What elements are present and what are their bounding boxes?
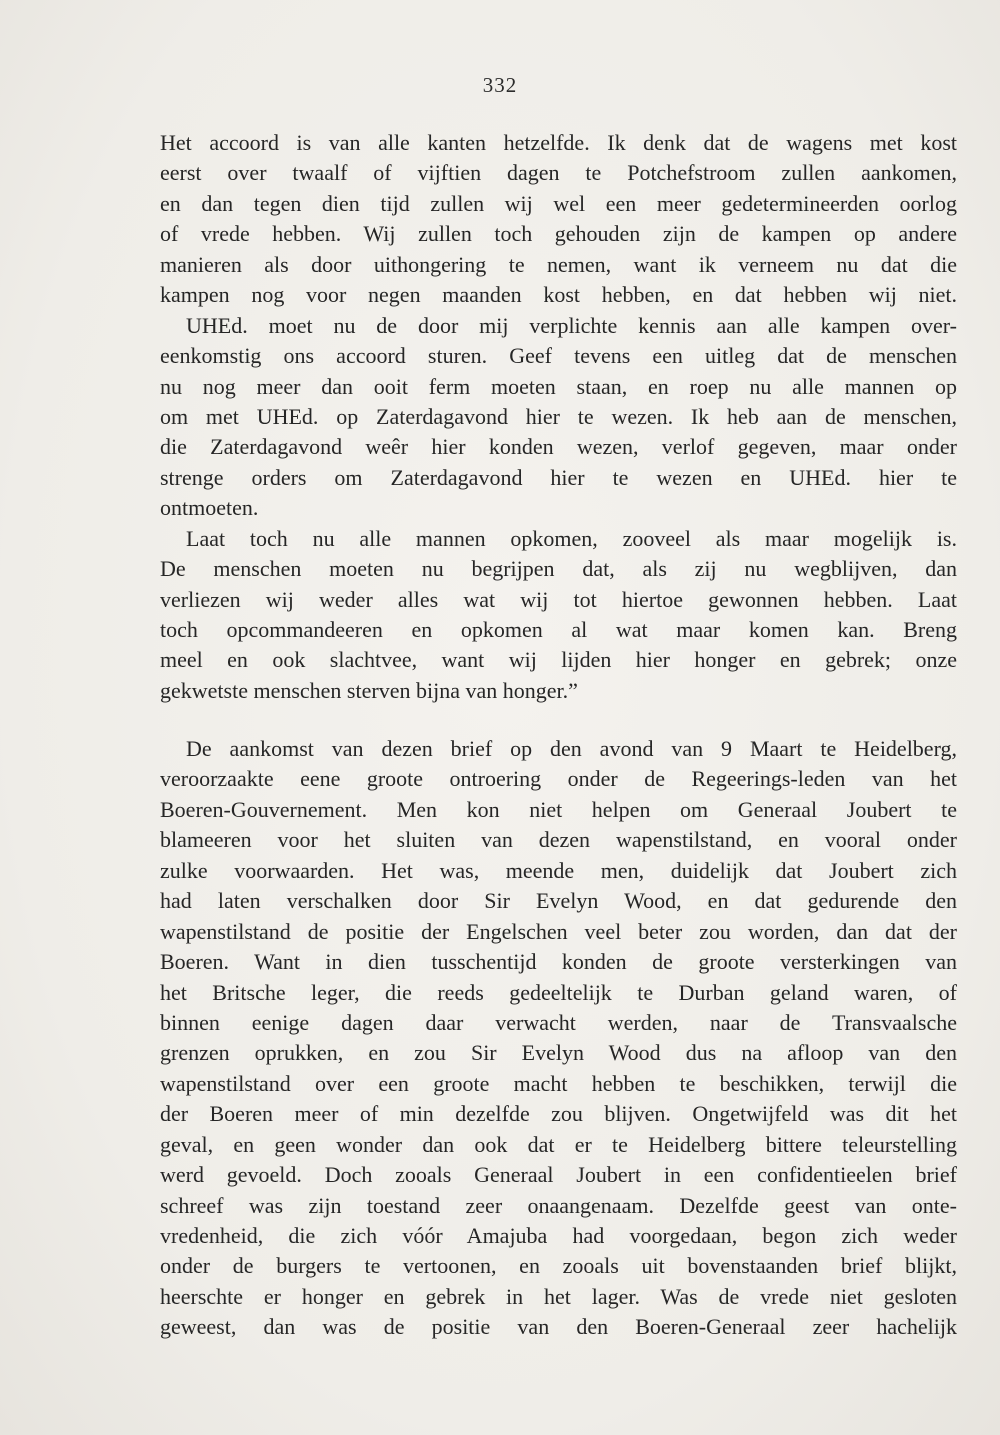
text-line: ontmoeten. [160,495,259,521]
text-line: zulke voorwaarden. Het was, meende men, duidelijk dat Joubert zich [160,857,957,883]
text-line: eenkomstig ons accoord sturen. Geef tevens een uitleg dat de menschen [160,343,957,369]
text-line: verliezen wij weder alles wat wij tot hiertoe gewonnen hebben. Laat [160,586,957,612]
text-line: wapenstilstand de positie der Engelschen veel beter zou worden, dan dat der [160,918,957,944]
text-line: Het accoord is van alle kanten hetzelfde. Ik denk dat de wagens met kost [160,130,957,155]
text-line: had laten verschalken door Sir Evelyn Wood, en dat gedurende den [160,888,957,914]
text-line: wapenstilstand over een groote macht hebben te beschikken, terwijl die [160,1070,957,1096]
text-line: heerschte er honger en gebrek in het lager. Was de vrede niet gesloten [160,1283,957,1309]
text-line: Boeren. Want in dien tusschentijd konden de groote versterkingen van [160,949,957,975]
text-line: veroorzaakte eene groote ontroering onder de Regeerings-leden van het [160,766,957,792]
text-line: strenge orders om Zaterdagavond hier te wezen en UHEd. hier te [160,464,957,490]
text-line: of vrede hebben. Wij zullen toch gehouden zijn de kampen op andere [160,221,957,247]
text-line: meel en ook slachtvee, want wij lijden hier honger en gebrek; onze [160,647,957,673]
text-line: De aankomst van dezen brief op den avond van 9 Maart te Heidelberg, [186,736,957,761]
text-line: kampen nog voor negen maanden kost hebben, en dat hebben wij niet. [160,282,957,308]
text-line: het Britsche leger, die reeds gedeeltelijk te Durban geland waren, of [160,979,957,1005]
text-line: Laat toch nu alle mannen opkomen, zooveel als maar mogelijk is. [186,525,957,551]
text-line: geweest, dan was de positie van den Boeren-Generaal zeer hachelijk [160,1314,957,1340]
text-line: nu nog meer dan ooit ferm moeten staan, en roep nu alle mannen op [160,373,957,399]
text-line: grenzen oprukken, en zou Sir Evelyn Wood dus na afloop van den [160,1040,957,1066]
text-line: eerst over twaalf of vijftien dagen te Potchefstroom zullen aankomen, [160,160,957,186]
text-line: onder de burgers te vertoonen, en zooals uit bovenstaanden brief blijkt, [160,1253,957,1279]
text-line: om met UHEd. op Zaterdagavond hier te wezen. Ik heb aan de menschen, [160,403,957,429]
text-line: vredenheid, die zich vóór Amajuba had voorgedaan, begon zich weder [160,1223,957,1248]
letter-paragraph [160,128,957,706]
text-line: die Zaterdagavond weêr hier konden wezen, verlof gegeven, maar onder [160,434,957,460]
text-line: De menschen moeten nu begrijpen dat, als zij nu wegblijven, dan [160,556,957,582]
text-line: en dan tegen dien tijd zullen wij wel een meer gedetermineerden oorlog [160,190,957,216]
text-line: binnen eenige dagen daar verwacht werden, naar de Transvaalsche [160,1009,957,1035]
text-line: toch opcommandeeren en opkomen al wat maar komen kan. Breng [160,617,957,642]
text-line: geval, en geen wonder dan ook dat er te Heidelberg bittere teleurstelling [160,1131,957,1157]
text-line: schreef was zijn toestand zeer onaangenaam. Dezelfde geest van onte- [160,1192,957,1218]
text-line: Boeren-Gouvernement. Men kon niet helpen om Generaal Joubert te [160,796,957,822]
text-line: UHEd. moet nu de door mij verplichte kennis aan alle kampen over- [186,312,957,338]
text-line: werd gevoeld. Doch zooals Generaal Joubert in een confidentieelen brief [160,1162,957,1188]
page-number: 332 [482,73,518,97]
text-line: blameeren voor het sluiten van dezen wapenstilstand, en vooral onder [160,827,957,853]
body-paragraph [160,734,957,1343]
text-line: der Boeren meer of min dezelfde zou blijven. Ongetwijfeld was dit het [160,1101,957,1127]
text-line: gekwetste menschen sterven bijna van honger.” [160,677,578,703]
text-line: manieren als door uithongering te nemen, want ik verneem nu dat die [160,251,957,277]
